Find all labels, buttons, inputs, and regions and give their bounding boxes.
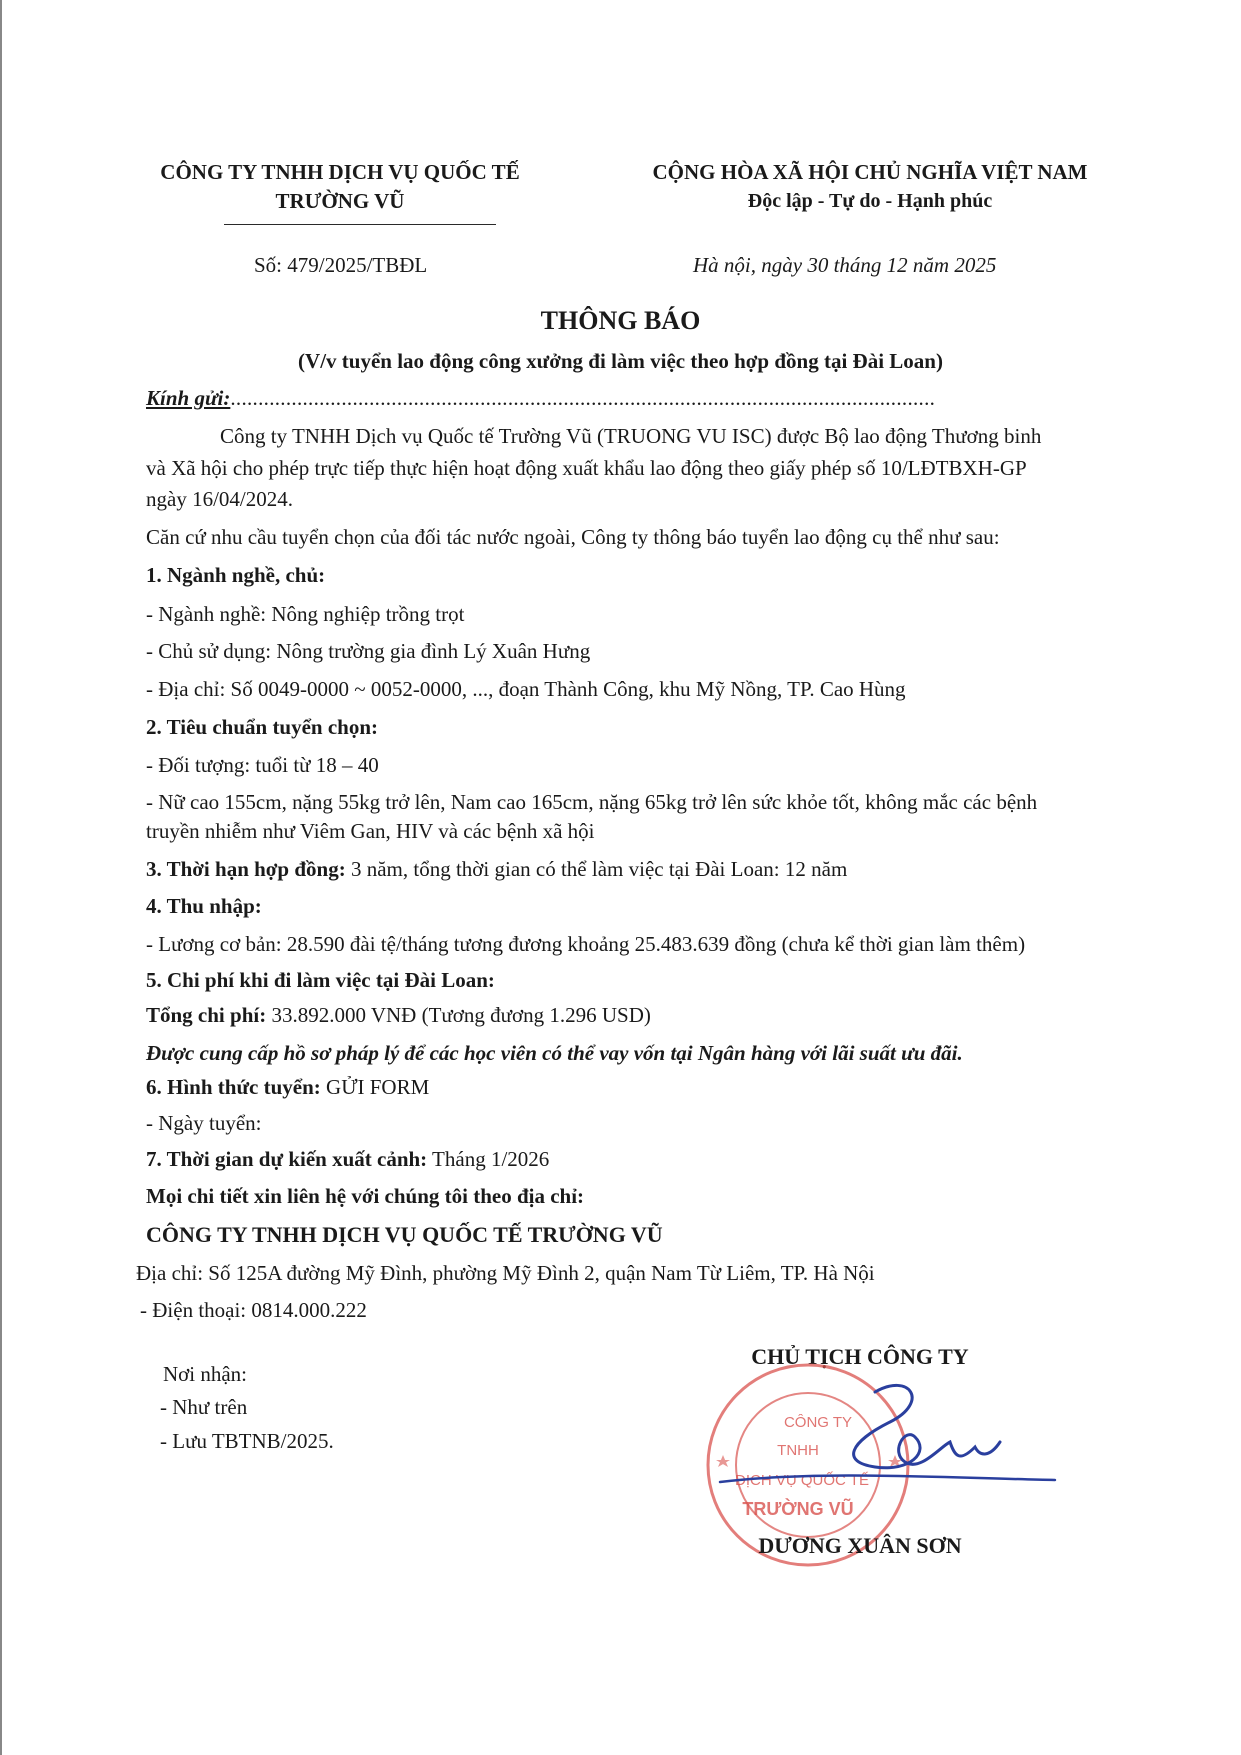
section1-employer: - Chủ sử dụng: Nông trường gia đình Lý Xuân Hưng [146,639,591,663]
contact-address: Địa chỉ: Số 125A đường Mỹ Đình, phường Mỹ Đình 2, quận Nam Từ Liêm, TP. Hà Nội [136,1261,875,1285]
signature-stroke-main [854,1385,1000,1467]
greeting [146,385,935,411]
section7-title: 7. Thời gian dự kiến xuất cảnh: [146,1147,428,1171]
section6 [146,1074,429,1100]
section1-address: - Địa chỉ: Số 0049-0000 ~ 0052-0000, ..., đoạn Thành Công, khu Mỹ Nồng, TP. Cao Hùng [146,677,906,701]
signature-title: CHỦ TỊCH CÔNG TY [751,1344,969,1369]
place-date: Hà nội, ngày 30 tháng 12 năm 2025 [693,253,997,277]
company-name-line1: CÔNG TY TNHH DỊCH VỤ QUỐC TẾ [160,160,520,184]
signature-underline [720,1476,1055,1482]
signer-name: DƯƠNG XUÂN SƠN [758,1533,962,1558]
section1-title: 1. Ngành nghề, chủ: [146,563,326,587]
stamp-text-2: TNHH [777,1442,819,1459]
section5-loan-note: Được cung cấp hồ sơ pháp lý để các học viên có thể vay vốn tại Ngân hàng với lãi suất ưu đãi. [146,1041,963,1065]
section5-cost [146,1002,651,1028]
stamp-text-1: CÔNG TY [783,1414,853,1431]
nation-motto: Độc lập - Tự do - Hạnh phúc [747,190,993,212]
handwritten-signature [700,1362,1070,1522]
contact-company: CÔNG TY TNHH DỊCH VỤ QUỐC TẾ TRƯỜNG VŨ [146,1222,663,1247]
section7 [146,1146,549,1172]
section2-age: - Đối tượng: tuổi từ 18 – 40 [146,753,379,777]
intro-line4: Căn cứ nhu cầu tuyển chọn của đối tác nước ngoài, Công ty thông báo tuyển lao động cụ thể như sau: [146,525,1000,549]
recipient-item-2: - Lưu TBTNB/2025. [160,1429,334,1453]
section5-title: 5. Chi phí khi đi làm việc tại Đài Loan: [146,968,495,992]
section6-title: 6. Hình thức tuyển: [146,1075,321,1099]
section3-value: 3 năm, tổng thời gian có thể làm việc tại Đài Loan: 12 năm [345,857,848,881]
stamp-text-4: TRƯỜNG VŨ [742,1499,854,1519]
section6-date: - Ngày tuyển: [146,1111,262,1135]
stamp-text-3: DỊCH VỤ QUỐC TẾ [735,1472,869,1489]
contact-intro: Mọi chi tiết xin liên hệ với chúng tôi theo địa chỉ: [146,1184,585,1208]
section4-title: 4. Thu nhập: [146,894,262,918]
intro-line3: ngày 16/04/2024. [146,487,293,511]
section3 [146,856,847,882]
contact-phone: - Điện thoại: 0814.000.222 [140,1298,367,1322]
greeting-dots: ............................................................................................................................... [230,386,936,410]
section3-title: 3. Thời hạn hợp đồng: [146,857,346,881]
section4-salary: - Lương cơ bản: 28.590 đài tệ/tháng tương đương khoảng 25.483.639 đồng (chưa kể thời gian làm thêm) [146,932,1026,956]
section2-health-line2: truyền nhiễm như Viêm Gan, HIV và các bệnh xã hội [146,819,595,843]
section5-cost-label: Tổng chi phí: [146,1003,267,1027]
page-subtitle: (V/v tuyển lao động công xưởng đi làm việc theo hợp đồng tại Đài Loan) [298,349,943,373]
section6-value: GỬI FORM [320,1075,430,1099]
nation-title: CỘNG HÒA XÃ HỘI CHỦ NGHĨA VIỆT NAM [652,160,1088,184]
greeting-label: Kính gửi: [146,386,231,410]
document-number: Số: 479/2025/TBĐL [254,253,428,277]
section2-health-line1: - Nữ cao 155cm, nặng 55kg trở lên, Nam cao 165cm, nặng 65kg trở lên sức khỏe tốt, không mắc các bệnh [146,790,1038,814]
page-edge [0,0,2,1755]
recipient-item-1: - Như trên [160,1395,248,1419]
section1-job: - Ngành nghề: Nông nghiệp trồng trọt [146,602,465,626]
company-name-line2: TRƯỜNG VŨ [275,189,405,213]
section7-value: Tháng 1/2026 [427,1147,550,1171]
page-title: THÔNG BÁO [540,306,701,335]
section5-cost-value: 33.892.000 VNĐ (Tương đương 1.296 USD) [266,1003,651,1027]
intro-line2: và Xã hội cho phép trực tiếp thực hiện hoạt động xuất khẩu lao động theo giấy phép số 10/LĐTBXH-GP [146,456,1027,480]
section2-title: 2. Tiêu chuẩn tuyển chọn: [146,715,379,739]
recipients-label: Nơi nhận: [163,1362,248,1386]
intro-line1: Công ty TNHH Dịch vụ Quốc tế Trường Vũ (TRUONG VU ISC) được Bộ lao động Thương binh [220,424,1042,448]
company-underline [224,224,496,225]
